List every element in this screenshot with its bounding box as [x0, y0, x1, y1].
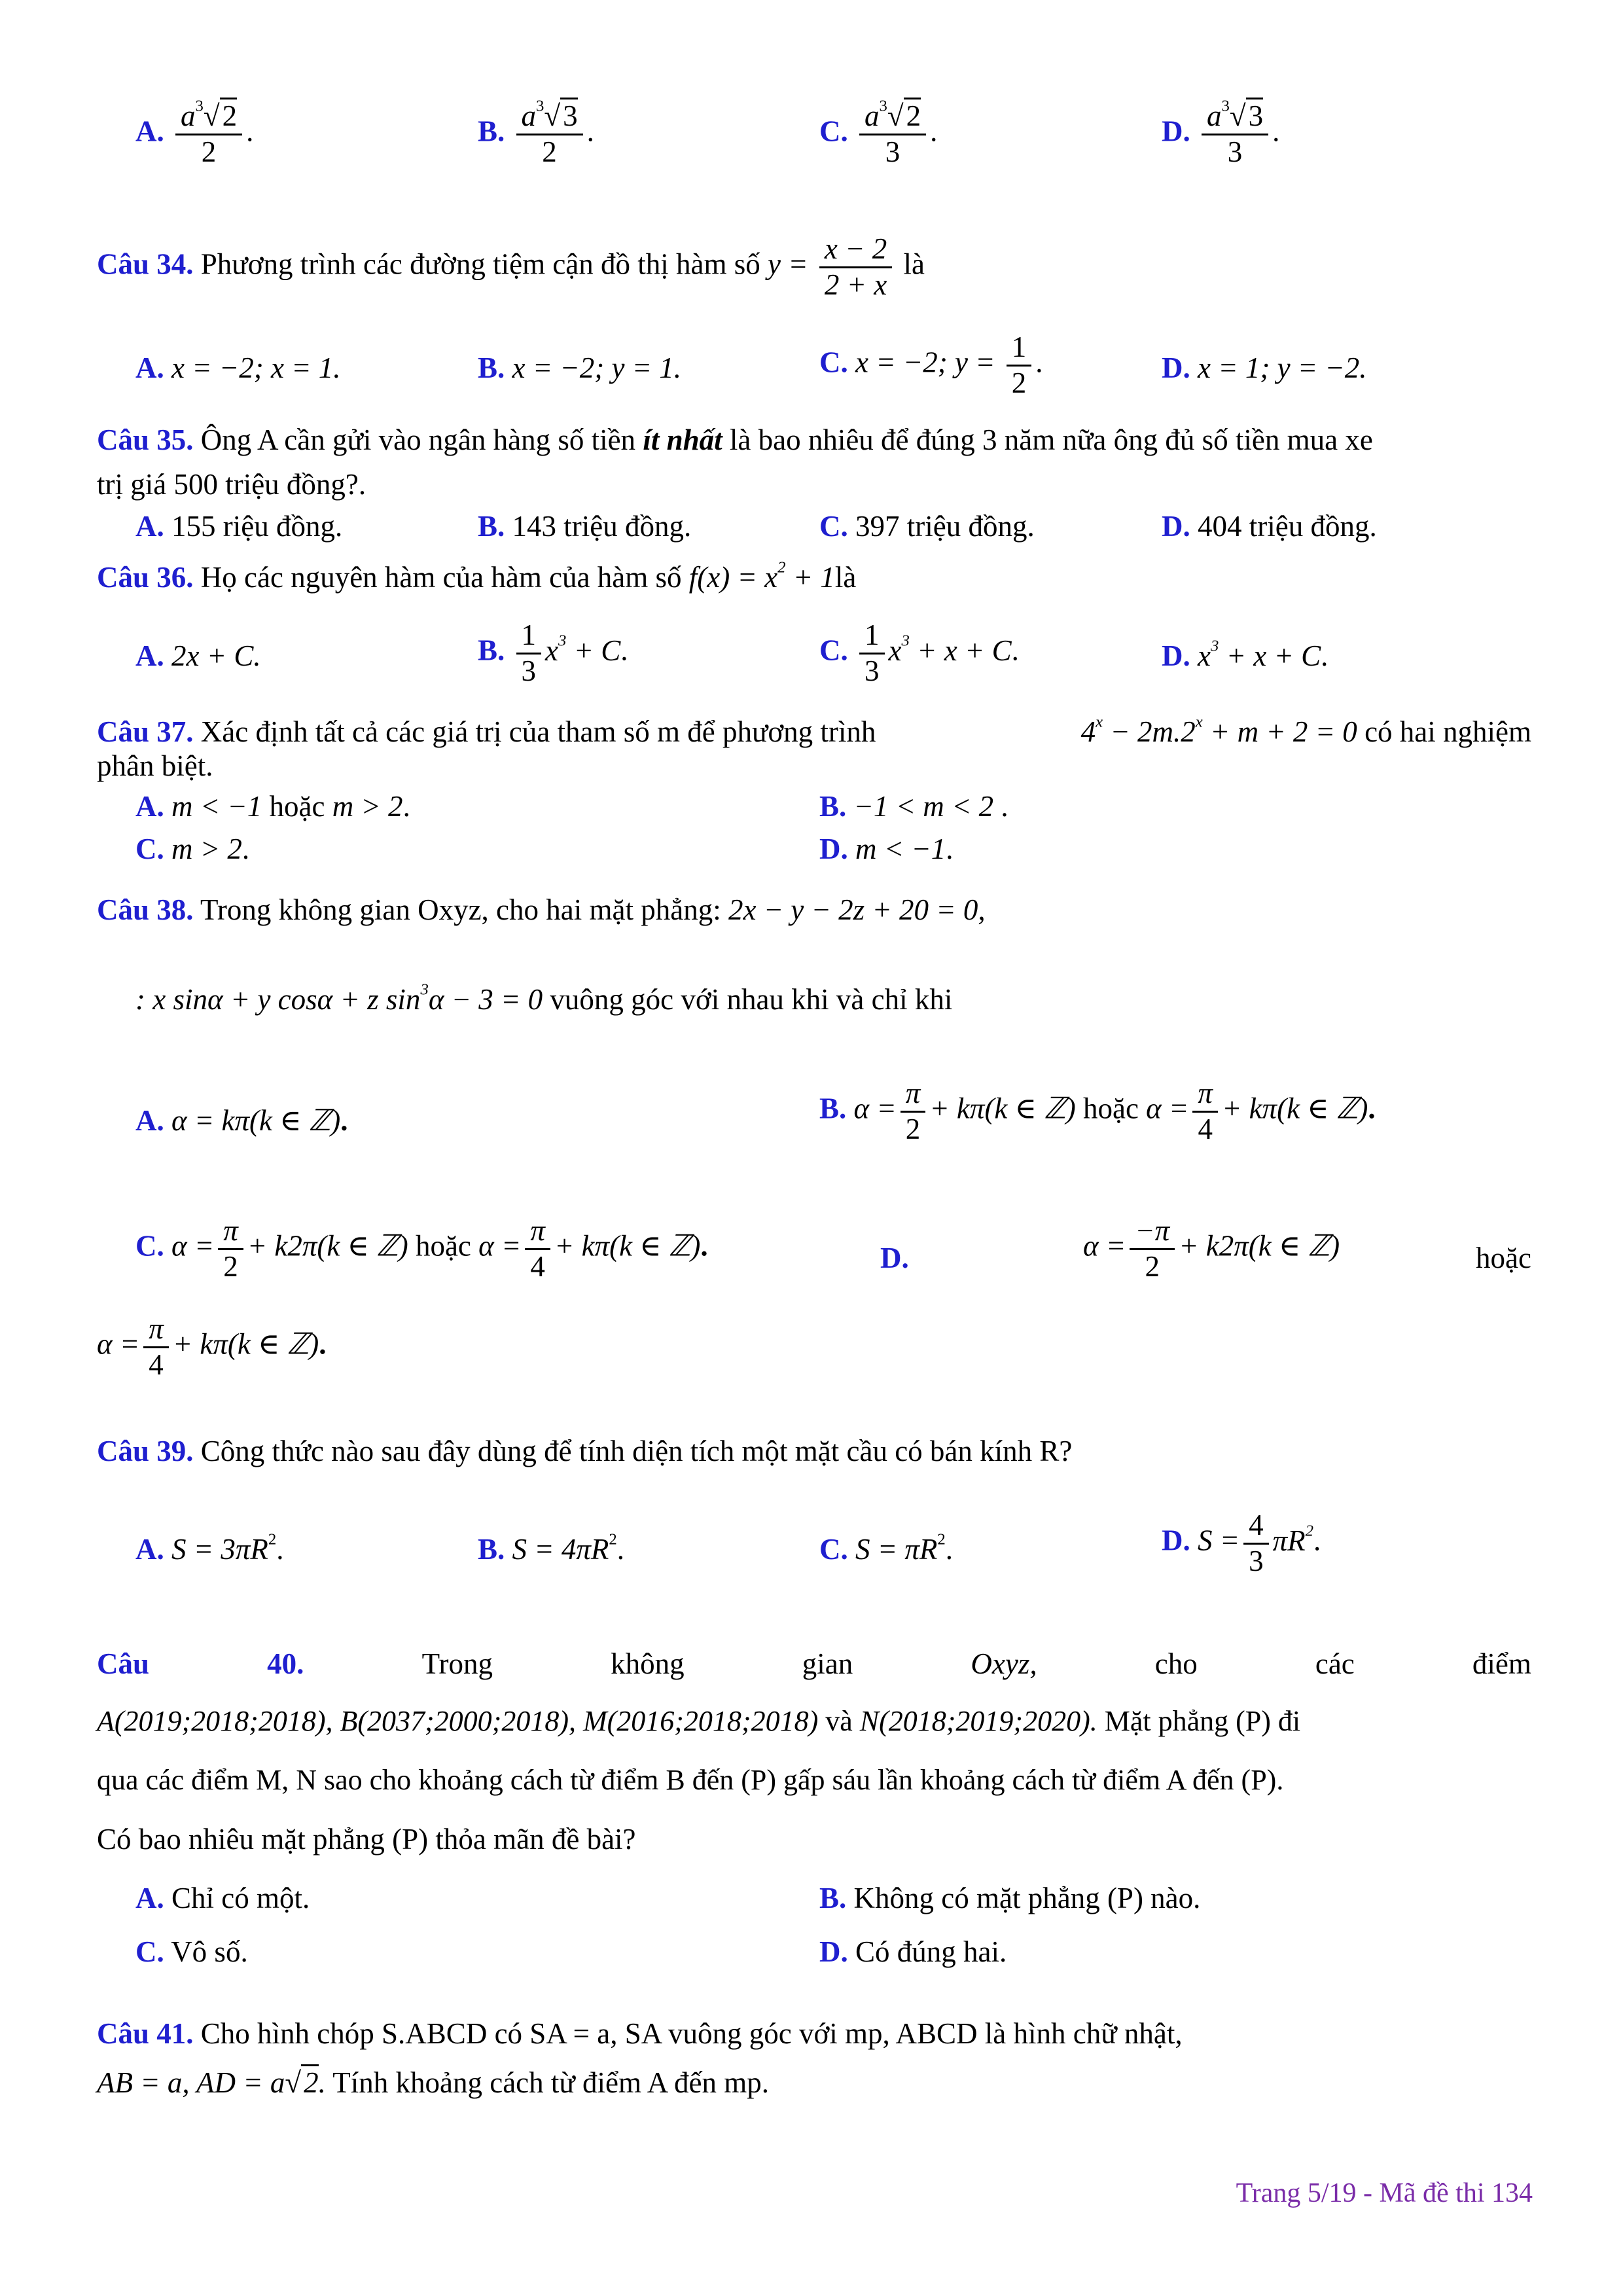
q35-stem-cont: trị giá 500 triệu đồng?.	[97, 468, 366, 501]
q34-stem: Câu 34. Phương trình các đường tiệm cận đồ thị hàm số y = $\frac{x - 2}{2 + x}$ là	[97, 232, 925, 301]
fraction: $\frac{\pi}{2}$	[218, 1214, 243, 1284]
q37-stem-cont: phân biệt.	[97, 749, 213, 782]
q33-answer-b[interactable]: B. $\frac{a^3√3}{2}$ .	[478, 97, 594, 168]
q40-stem-line3: qua các điểm M, N sao cho khoảng cách từ điểm B đến (P) gấp sáu lần khoảng cách từ điểm A đến (P).	[97, 1764, 1284, 1796]
q34-answer-a[interactable]: A. x = −2; x = 1.	[135, 351, 341, 384]
q39-stem: Câu 39. Công thức nào sau đây dùng để tính diện tích một mặt cầu có bán kính R?	[97, 1435, 1073, 1467]
q35-answer-d[interactable]: D. 404 triệu đồng.	[1162, 510, 1377, 543]
fraction: $\frac{4}{3}$	[1243, 1509, 1269, 1579]
q35-answer-b[interactable]: B. 143 triệu đồng.	[478, 510, 692, 543]
q38-answer-d-cont: α = $\frac{\pi}{4}$ + kπ(k ∈ ℤ).	[97, 1312, 327, 1381]
fraction: $\frac{-\pi}{2}$	[1130, 1214, 1175, 1284]
q37-answer-a[interactable]: A. m < −1 hoặc m > 2.	[135, 790, 410, 823]
q34-answer-c[interactable]: C. x = −2; y = $\frac{1}{2}$ .	[819, 331, 1043, 399]
fraction: $\frac{1}{3}$	[516, 619, 542, 689]
q38-plane2: : x sinα + y cosα + z $\sin^3\alpha - 3 = 0$ vuông góc với nhau khi và chỉ khi	[135, 980, 953, 1016]
fraction: $\frac{a^3√3}{2}$	[516, 99, 583, 170]
fraction: $\frac{a^3√2}{3}$	[859, 99, 926, 170]
q37-answer-d[interactable]: D. m < −1.	[819, 833, 954, 865]
q40-stem-line4: Có bao nhiêu mặt phẳng (P) thỏa mãn đề bài?	[97, 1823, 636, 1856]
q38-answer-d-label[interactable]: D.	[880, 1242, 909, 1274]
q36-answer-c[interactable]: C. $\frac{1}{3}$ $x^3 + x + C$.	[819, 619, 1019, 687]
fraction: $\frac{1}{2}$	[1007, 331, 1032, 401]
q41-stem-cont: AB = a, AD = a√2. Tính khoảng cách từ điểm A đến mp.	[97, 2068, 769, 2098]
q38-answer-b[interactable]: B. α = $\frac{\pi}{2}$ + kπ(k ∈ ℤ) hoặc α = $\frac{\pi}{4}$ + kπ(k ∈ ℤ).	[819, 1077, 1376, 1145]
q37-stem: Câu 37. Xác định tất cả các giá trị của tham số m để phương trình $4^x - 2m.2^x + m + 2 = 0$ có hai nghiệm	[97, 713, 1531, 748]
q35-answer-c[interactable]: C. 397 triệu đồng.	[819, 510, 1035, 543]
fraction: $\frac{\pi}{2}$	[901, 1077, 926, 1147]
page-footer: Trang 5/19 - Mã đề thi 134	[1236, 2178, 1533, 2208]
q39-answer-c[interactable]: C. $S = \pi R^2$.	[819, 1530, 954, 1566]
fraction: $\frac{a^3√2}{2}$	[175, 99, 242, 170]
q40-answer-c[interactable]: C. Vô số.	[135, 1935, 248, 1968]
q41-stem: Câu 41. Cho hình chóp S.ABCD có SA = a, SA vuông góc với mp, ABCD là hình chữ nhật,	[97, 2017, 1183, 2050]
q40-answer-b[interactable]: B. Không có mặt phẳng (P) nào.	[819, 1882, 1201, 1914]
q34-answer-b[interactable]: B. x = −2; y = 1.	[478, 351, 682, 384]
q37-answer-b[interactable]: B. −1 < m < 2 .	[819, 790, 1008, 823]
fraction: $\frac{\pi}{4}$	[525, 1214, 550, 1284]
fraction: $\frac{a^3√3}{3}$	[1202, 99, 1268, 170]
q37-answer-c[interactable]: C. m > 2.	[135, 833, 250, 865]
q38-stem: Câu 38. Trong không gian Oxyz, cho hai mặt phẳng: 2x − y − 2z + 20 = 0,	[97, 893, 986, 926]
q38-answer-d[interactable]: α = $\frac{-\pi}{2}$ + k2π(k ∈ ℤ)	[1083, 1214, 1340, 1283]
q36-answer-a[interactable]: A. 2x + C.	[135, 639, 261, 672]
q39-answer-a[interactable]: A. $S = 3\pi R^2$.	[135, 1530, 284, 1566]
fraction: $\frac{x - 2}{2 + x}$	[819, 232, 892, 302]
q40-answer-a[interactable]: A. Chỉ có một.	[135, 1882, 310, 1914]
fraction: $\frac{\pi}{4}$	[143, 1312, 169, 1382]
q40-answer-d[interactable]: D. Có đúng hai.	[819, 1935, 1007, 1968]
q36-answer-b[interactable]: B. $\frac{1}{3}$ $x^3 + C$.	[478, 619, 628, 687]
fraction: $\frac{1}{3}$	[859, 619, 885, 689]
q33-answer-c[interactable]: C. $\frac{a^3√2}{3}$ .	[819, 97, 938, 168]
fraction: $\frac{\pi}{4}$	[1192, 1077, 1218, 1147]
q40-stem-line2: A(2019;2018;2018), B(2037;2000;2018), M(2016;2018;2018) và N(2018;2019;2020). Mặt phẳng (P) đi	[97, 1705, 1301, 1737]
q35-stem: Câu 35. Ông A cần gửi vào ngân hàng số tiền ít nhất là bao nhiêu để đúng 3 năm nữa ông đủ số tiền mua xe	[97, 423, 1373, 456]
q38-answer-a[interactable]: A. α = kπ(k ∈ ℤ).	[135, 1104, 348, 1137]
q33-answer-d[interactable]: D. $\frac{a^3√3}{3}$ .	[1162, 97, 1280, 168]
q36-stem: Câu 36. Họ các nguyên hàm của hàm của hàm số $f(x) = x^2$ + 1là	[97, 558, 857, 594]
q40-stem-line1: Câu 40. Trong không gian Oxyz, cho các điểm	[97, 1647, 1531, 1680]
q39-answer-b[interactable]: B. $S = 4\pi R^2$.	[478, 1530, 625, 1566]
q38-answer-c[interactable]: C. α = $\frac{\pi}{2}$ + k2π(k ∈ ℤ) hoặc α = $\frac{\pi}{4}$ + kπ(k ∈ ℤ).	[135, 1214, 708, 1283]
q34-answer-d[interactable]: D. x = 1; y = −2.	[1162, 351, 1367, 384]
q39-answer-d[interactable]: D. S = $\frac{4}{3}$ $\pi R^2$.	[1162, 1509, 1321, 1577]
q36-answer-d[interactable]: D. $x^3 + x + C$.	[1162, 637, 1329, 672]
q38-answer-d-or: hoặc	[1476, 1242, 1531, 1274]
q35-answer-a[interactable]: A. 155 riệu đồng.	[135, 510, 343, 543]
q33-answer-a[interactable]: A. $\frac{a^3√2}{2}$ .	[135, 97, 254, 168]
